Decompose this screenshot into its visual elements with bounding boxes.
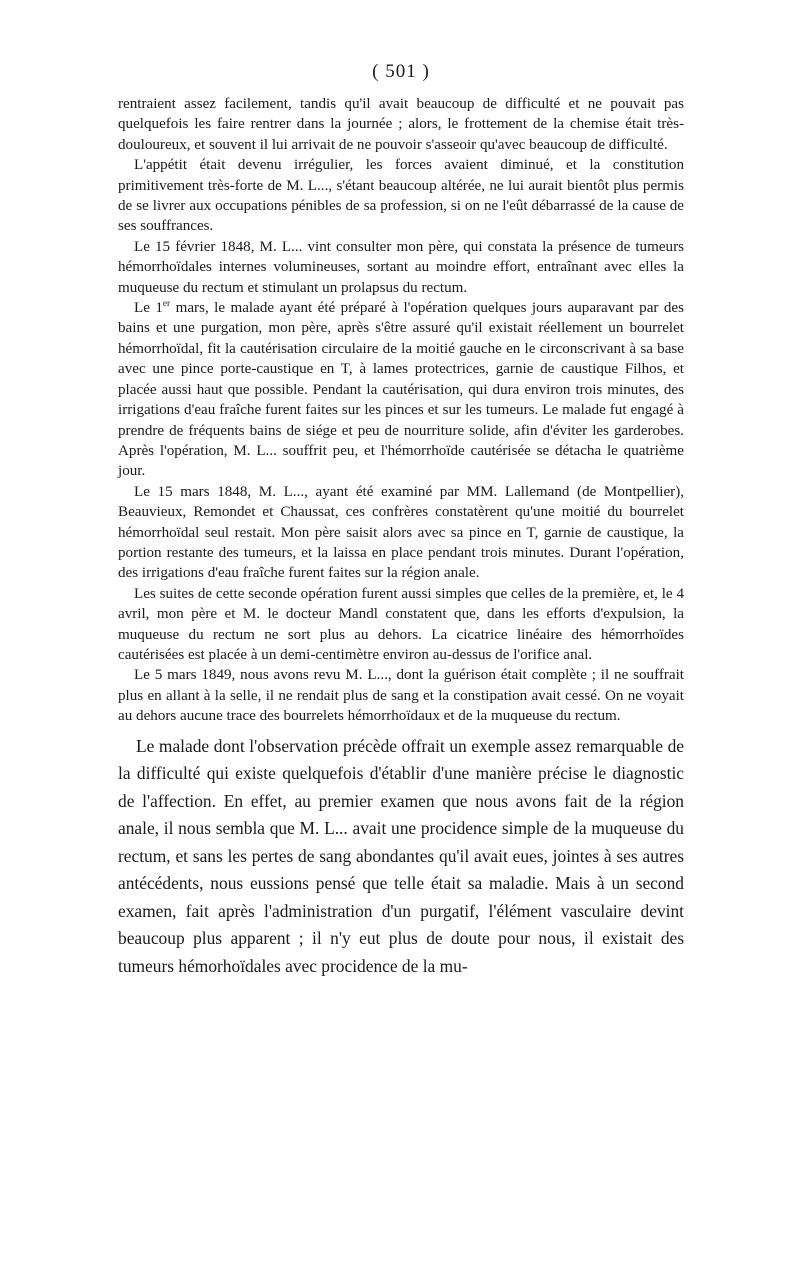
paragraph-consultation: Le 15 février 1848, M. L... vint consulter mon père, qui constata la présence de tumeurs hémorrhoïdales internes volumineuses, sortant au moindre effort, entraînant avec elles la muqueuse du rectum et stimulant un prolapsus du rectum. <box>118 238 684 296</box>
paragraph-follow-up: Le 5 mars 1849, nous avons revu M. L..., dont la guérison était complète ; il ne souffrait plus en allant à la selle, il ne rendait plus de sang et la constipation avait cessé. On ne voyait au dehors aucune trace des bourrelets hémorrhoïdaux et de la muqueuse du rectum. <box>118 667 684 725</box>
observation-section <box>118 94 684 727</box>
paragraph-aftermath: Les suites de cette seconde opération furent aussi simples que celles de la première, et, le 4 avril, mon père et M. le docteur Mandl constatent que, dans les efforts d'expulsion, la muqueuse du rectum ne sort plus au dehors. La cicatrice linéaire des hémorrhoïdes cautérisées est placée à un demi-centimètre environ au-dessus de l'orifice anal. <box>118 585 684 663</box>
paragraph-commentary: Le malade dont l'observation précède offrait un exemple assez remarquable de la difficulté qui existe quelquefois d'établir d'une manière précise le diagnostic de l'affection. En effet, au premier examen que nous avons fait de la région anale, il nous sembla que M. L... avait une procidence simple de la muqueuse du rectum, et sans les pertes de sang abondantes qu'il avait eues, jointes à ses autres antécédents, nous eussions pensé que telle était sa maladie. Mais à un second examen, fait après l'administration d'un purgatif, l'élément vasculaire devint beaucoup plus apparent ; il n'y eut plus de doute pour nous, il existait des tumeurs hémorhoïdales avec procidence de la mu- <box>118 735 684 976</box>
paragraph-first-operation <box>118 298 684 482</box>
ordinal-superscript: er <box>162 299 171 310</box>
commentary-section <box>118 733 684 981</box>
book-page <box>118 60 684 980</box>
paragraph-second-operation: Le 15 mars 1848, M. L..., ayant été examiné par MM. Lallemand (de Montpellier), Beauvieux, Remondet et Chaussat, ces confrères constatèrent qu'une moitié du bourrelet hémorrhoïdal seul restait. Mon père saisit alors avec sa pince en T, garnie de caustique, la portion restante des tumeurs, et la laissa en place pendant trois minutes. Durant l'opération, des irrigations d'eau fraîche furent faites sur la région anale. <box>118 483 684 582</box>
paragraph-general-state: L'appétit était devenu irrégulier, les forces avaient diminué, et la constitution primitivement très-forte de M. L..., s'étant beaucoup altérée, ne lui aurait bientôt plus permis de se livrer aux occupations pénibles de sa profession, si on ne l'eût débarrassé de la cause de ses souffrances. <box>118 157 684 235</box>
first-operation-date: Le 1 <box>134 300 163 317</box>
first-operation-text: mars, le malade ayant été préparé à l'opération quelques jours auparavant par des bains et une purgation, mon père, après s'être assuré qu'il existait réellement un bourrelet hémorrhoïdal, fit la cautérisation circulaire de la moitié gauche en le circonscrivant à sa base avec une pince porte-caustique en T, à lames protectrices, garnie de caustique Filhos, et placée aussi haut que possible. Pendant la cautérisation, qui dura environ trois minutes, des irrigations d'eau fraîche furent faites sur les pinces et sur les tumeurs. Le malade fut engagé à prendre de fréquents bains de siége et peu de nourriture solide, afin d'éviter les garderobes. Après l'opération, M. L... souffrit peu, et l'hémorrhoïde cautérisée se détacha le quatrième jour. <box>118 300 684 480</box>
page-number: ( 501 ) <box>372 61 430 82</box>
paragraph-continuation: rentraient assez facilement, tandis qu'il avait beaucoup de difficulté et ne pouvait pas quelquefois les faire rentrer dans la journée ; alors, le frottement de la chemise était très-douloureux, et souvent il lui arrivait de ne pouvoir s'asseoir qu'avec beaucoup de difficulté. <box>118 96 684 153</box>
